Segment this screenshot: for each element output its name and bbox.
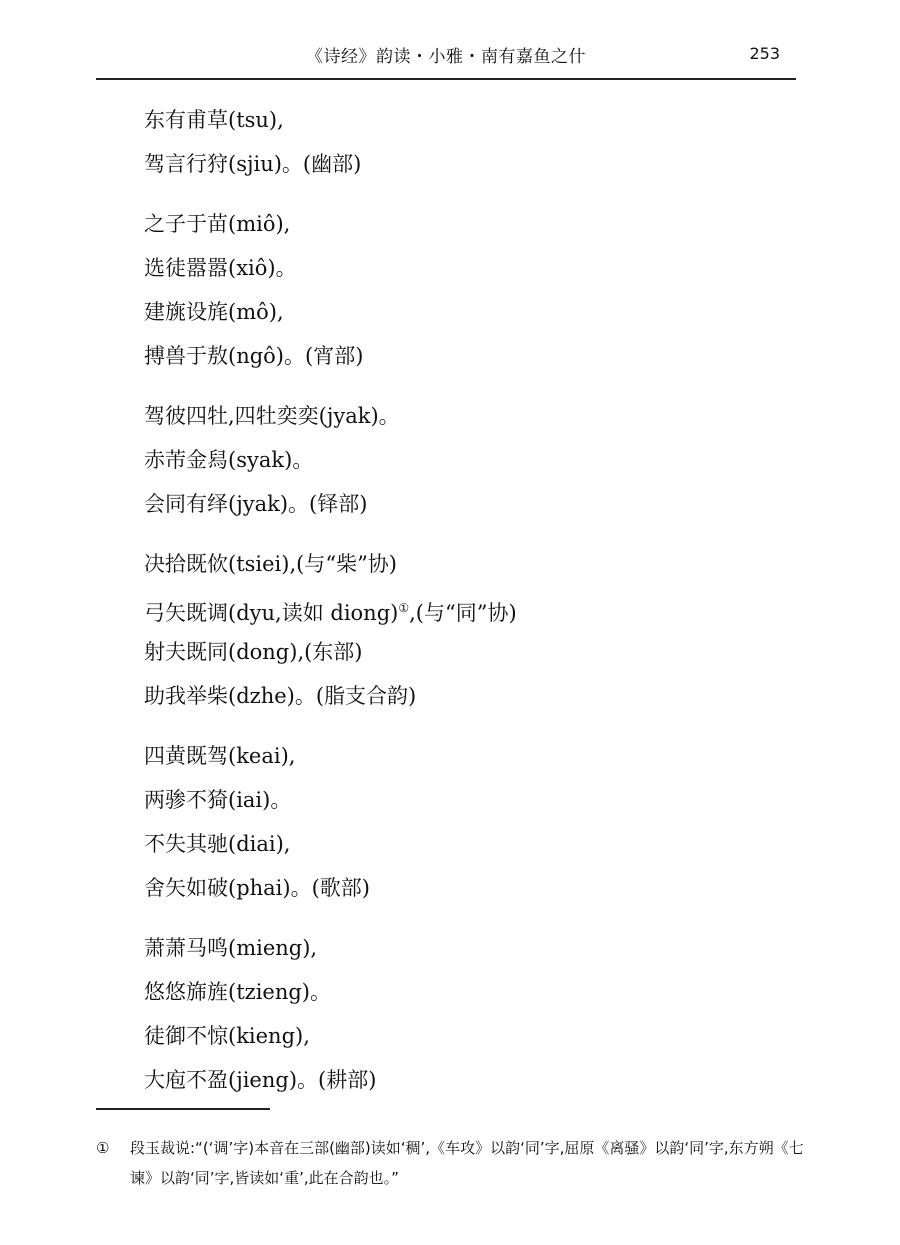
poem-line: 东有甫草(tsu), bbox=[144, 108, 284, 132]
poem-line: 悠悠旆旌(tzieng)。 bbox=[144, 980, 332, 1004]
poem-line: 萧萧马鸣(mieng), bbox=[144, 936, 318, 960]
poem-line: 选徒嚣嚣(xiô)。 bbox=[144, 256, 297, 280]
poem-line: 决拾既佽(tsiei),(与“柴”协) bbox=[144, 552, 397, 576]
poem-line: 驾言行狩(sjiu)。(幽部) bbox=[144, 152, 362, 176]
poem-line-tail: ,(与“同”协) bbox=[409, 601, 517, 625]
poem-line: 大庖不盈(jieng)。(耕部) bbox=[144, 1068, 377, 1092]
poem-line: 射夫既同(dong),(东部) bbox=[144, 640, 363, 664]
poem-line: 建旐设旄(mô), bbox=[144, 300, 284, 324]
poem-line: 徒御不惊(kieng), bbox=[144, 1024, 310, 1048]
footnote-ref[interactable]: ① bbox=[398, 601, 410, 615]
page-header bbox=[96, 38, 796, 80]
poem-line: 舍矢如破(phai)。(歌部) bbox=[144, 876, 370, 900]
stanza bbox=[144, 394, 824, 526]
stanza bbox=[144, 98, 824, 186]
poem-line: 不失其驰(diai), bbox=[144, 832, 291, 856]
footnote-divider bbox=[96, 1108, 270, 1110]
poem-body bbox=[144, 98, 824, 1118]
poem-line: 会同有绎(jyak)。(铎部) bbox=[144, 492, 368, 516]
poem-line: 搏兽于敖(ngô)。(宵部) bbox=[144, 344, 364, 368]
poem-line: 两骖不猗(iai)。 bbox=[144, 788, 292, 812]
poem-line: 四黄既驾(keai), bbox=[144, 744, 296, 768]
footnote bbox=[96, 1133, 806, 1193]
footnote-mark: ① bbox=[96, 1139, 110, 1157]
page-number: 253 bbox=[749, 44, 780, 63]
stanza bbox=[144, 542, 824, 718]
poem-line-text: 弓矢既调(dyu,读如 diong) bbox=[144, 601, 399, 625]
poem-line: 赤芾金舄(syak)。 bbox=[144, 448, 314, 472]
stanza bbox=[144, 202, 824, 378]
poem-line: 驾彼四牡,四牡奕奕(jyak)。 bbox=[144, 404, 400, 428]
stanza bbox=[144, 734, 824, 910]
poem-line bbox=[144, 586, 824, 630]
poem-line: 助我举柴(dzhe)。(脂支合韵) bbox=[144, 684, 417, 708]
running-title: 《诗经》韵读・小雅・南有嘉鱼之什 bbox=[306, 47, 586, 67]
poem-line: 之子于苗(miô), bbox=[144, 212, 291, 236]
stanza bbox=[144, 926, 824, 1102]
footnote-text: 段玉裁说:“(‘调’字)本音在三部(幽部)读如‘稠’,《车攻》以韵‘同’字,屈原《离骚》以韵‘同’字,东方朔《七谏》以韵‘同’字,皆读如‘重’,此在合韵也。” bbox=[130, 1139, 804, 1187]
